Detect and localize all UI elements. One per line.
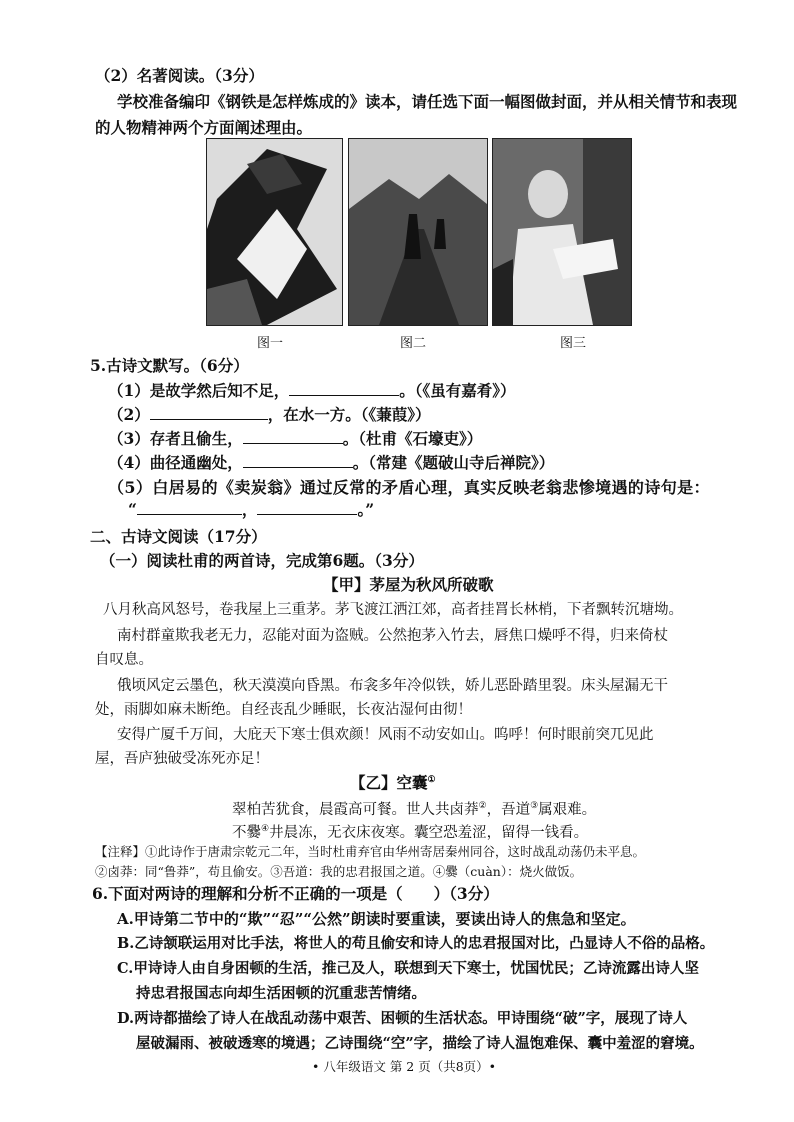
poem-b-line-1: [232, 796, 596, 820]
section-2-subtitle: （一）阅读杜甫的两首诗，完成第6题。（3分）: [100, 551, 424, 570]
poem-b-note-3: ③: [530, 801, 539, 811]
poem-b-line-1-part-3: 属艰难。: [538, 801, 597, 818]
caption-figure-2: 图二: [400, 336, 427, 351]
poem-b-note-2: ②: [478, 801, 487, 811]
poem-a-para-4: 安得广厦千万间，大庇天下寒士俱欢颜！风雨不动安如山。呜呼！何时眼前突兀见此: [117, 727, 654, 743]
poem-b-title: [350, 770, 436, 793]
q5-item-2-blank[interactable]: [150, 405, 268, 420]
q5-item-1-text: （1）是故学然后知不足，: [108, 381, 290, 400]
poem-b-title-note: ①: [427, 775, 436, 785]
q5-item-5-blank-2[interactable]: [257, 500, 357, 515]
caption-figure-1: 图一: [257, 336, 284, 351]
annotation-line-2: ②卤莽：同“鲁莽”，苟且偷安。③吾道：我的忠君报国之道。④爨（cuàn）：烧火做饭。: [95, 864, 583, 879]
poem-b-line-2-part-2: 井晨冻，无衣床夜寒。囊空恐羞涩，留得一钱看。: [269, 824, 589, 841]
q5-item-1-source: 。（《虽有嘉肴》）: [399, 381, 516, 400]
q5-item-3-source: 。（杜甫《石壕吏》）: [342, 429, 483, 448]
section-2-title: 二、古诗文阅读（17分）: [90, 527, 267, 546]
q6-option-b[interactable]: B.乙诗颔联运用对比手法，将世人的苟且偷安和诗人的忠君报国对比，凸显诗人不俗的品格。: [117, 935, 715, 952]
q5-item-5: （5）白居易的《卖炭翁》通过反常的矛盾心理，真实反映老翁悲惨境遇的诗句是：: [108, 478, 710, 497]
cover-image-3: [492, 138, 632, 326]
q6-option-c[interactable]: C.甲诗诗人由自身困顿的生活，推己及人，联想到天下寒士，忧国忧民；乙诗流露出诗人坚: [117, 960, 699, 977]
q6-option-a[interactable]: A.甲诗第二节中的“欺”“忍”“公然”朗读时要重读，要读出诗人的焦急和坚定。: [117, 910, 636, 928]
q5-item-4-source: 。（常建《题破山寺后禅院》）: [352, 453, 555, 472]
q5-item-3-blank[interactable]: [243, 429, 343, 444]
poem-b-line-1-part-1: 翠柏苦犹食，晨霞高可餐。世人共卤莽: [232, 801, 479, 818]
q5-item-4-blank[interactable]: [243, 453, 353, 468]
annotation-line-1: 【注释】①此诗作于唐肃宗乾元二年，当时杜甫弃官由华州寄居秦州同谷，这时战乱动荡仍未平息。: [95, 844, 646, 859]
q5-item-2-text: （2）: [108, 405, 150, 424]
q5-item-5-open-quote: “: [128, 500, 137, 519]
poem-a-para-4-cont: 屋，吾庐独破受冻死亦足！: [95, 751, 269, 767]
q6-option-d-cont: 屋破漏雨、被破透寒的境遇；乙诗围绕“空”字，描绘了诗人温饱难保、囊中羞涩的窘境。: [136, 1035, 704, 1052]
question-5-title: 5.古诗文默写。（6分）: [90, 356, 249, 375]
question-2-prompt: 学校准备编印《钢铁是怎样炼成的》读本，请任选下面一幅图做封面，并从相关情节和表现: [117, 92, 738, 111]
q5-item-4-text: （4）曲径通幽处，: [108, 453, 243, 472]
poem-a-title: 【甲】茅屋为秋风所破歌: [323, 575, 494, 594]
question-2-label: （2）名著阅读。（3分）: [95, 66, 264, 85]
poem-a-para-2-cont: 自叹息。: [95, 652, 153, 668]
q5-item-5-blanks: [128, 500, 374, 520]
page-footer: • 八年级语文 第 2 页（共8页）•: [312, 1059, 497, 1074]
poem-b-line-2-part-1: 不爨: [232, 824, 261, 841]
poem-a-para-2: 南村群童欺我老无力，忍能对面为盗贼。公然抱茅入竹去，唇焦口燥呼不得，归来倚杖: [117, 628, 668, 644]
q5-item-2: [108, 405, 431, 425]
question-2-prompt-cont: 的人物精神两个方面阐述理由。: [95, 118, 313, 137]
q5-item-5-comma: ，: [241, 500, 258, 519]
poem-a-para-3-cont: 处，雨脚如麻未断绝。自经丧乱少睡眠，长夜沾湿何由彻！: [95, 702, 472, 718]
poem-a-para-1: 八月秋高风怒号，卷我屋上三重茅。茅飞渡江洒江郊，高者挂罥长林梢，下者飘转沉塘坳。: [103, 602, 683, 618]
q5-item-3: [108, 429, 482, 449]
q5-item-1: [108, 381, 516, 401]
q5-item-5-blank-1[interactable]: [137, 500, 242, 515]
cover-image-2: [348, 138, 488, 326]
poem-b-line-1-part-2: ，吾道: [486, 801, 531, 818]
poem-b-note-4: ④: [261, 824, 270, 834]
poem-a-para-3: 俄顷风定云墨色，秋天漠漠向昏黑。布衾多年冷似铁，娇儿恶卧踏里裂。床头屋漏无干: [117, 678, 668, 694]
q5-item-2-source: ，在水一方。（《蒹葭》）: [267, 405, 431, 424]
q6-option-d[interactable]: D.两诗都描绘了诗人在战乱动荡中艰苦、困顿的生活状态。甲诗围绕“破”字，展现了诗人: [117, 1010, 688, 1027]
q5-item-4: [108, 453, 554, 473]
q5-item-5-close-quote: 。”: [357, 500, 375, 519]
poem-b-line-2: [232, 819, 588, 843]
q5-item-1-blank[interactable]: [289, 381, 399, 396]
q6-option-c-cont: 持忠君报国志向却生活困顿的沉重悲苦情绪。: [136, 985, 426, 1002]
q5-item-3-text: （3）存者且偷生，: [108, 429, 243, 448]
poem-b-title-text: 【乙】空囊: [350, 773, 428, 793]
question-6-stem: 6.下面对两诗的理解和分析不正确的一项是（ ）（3分）: [92, 884, 499, 903]
cover-image-1: [206, 138, 343, 326]
caption-figure-3: 图三: [560, 336, 587, 351]
